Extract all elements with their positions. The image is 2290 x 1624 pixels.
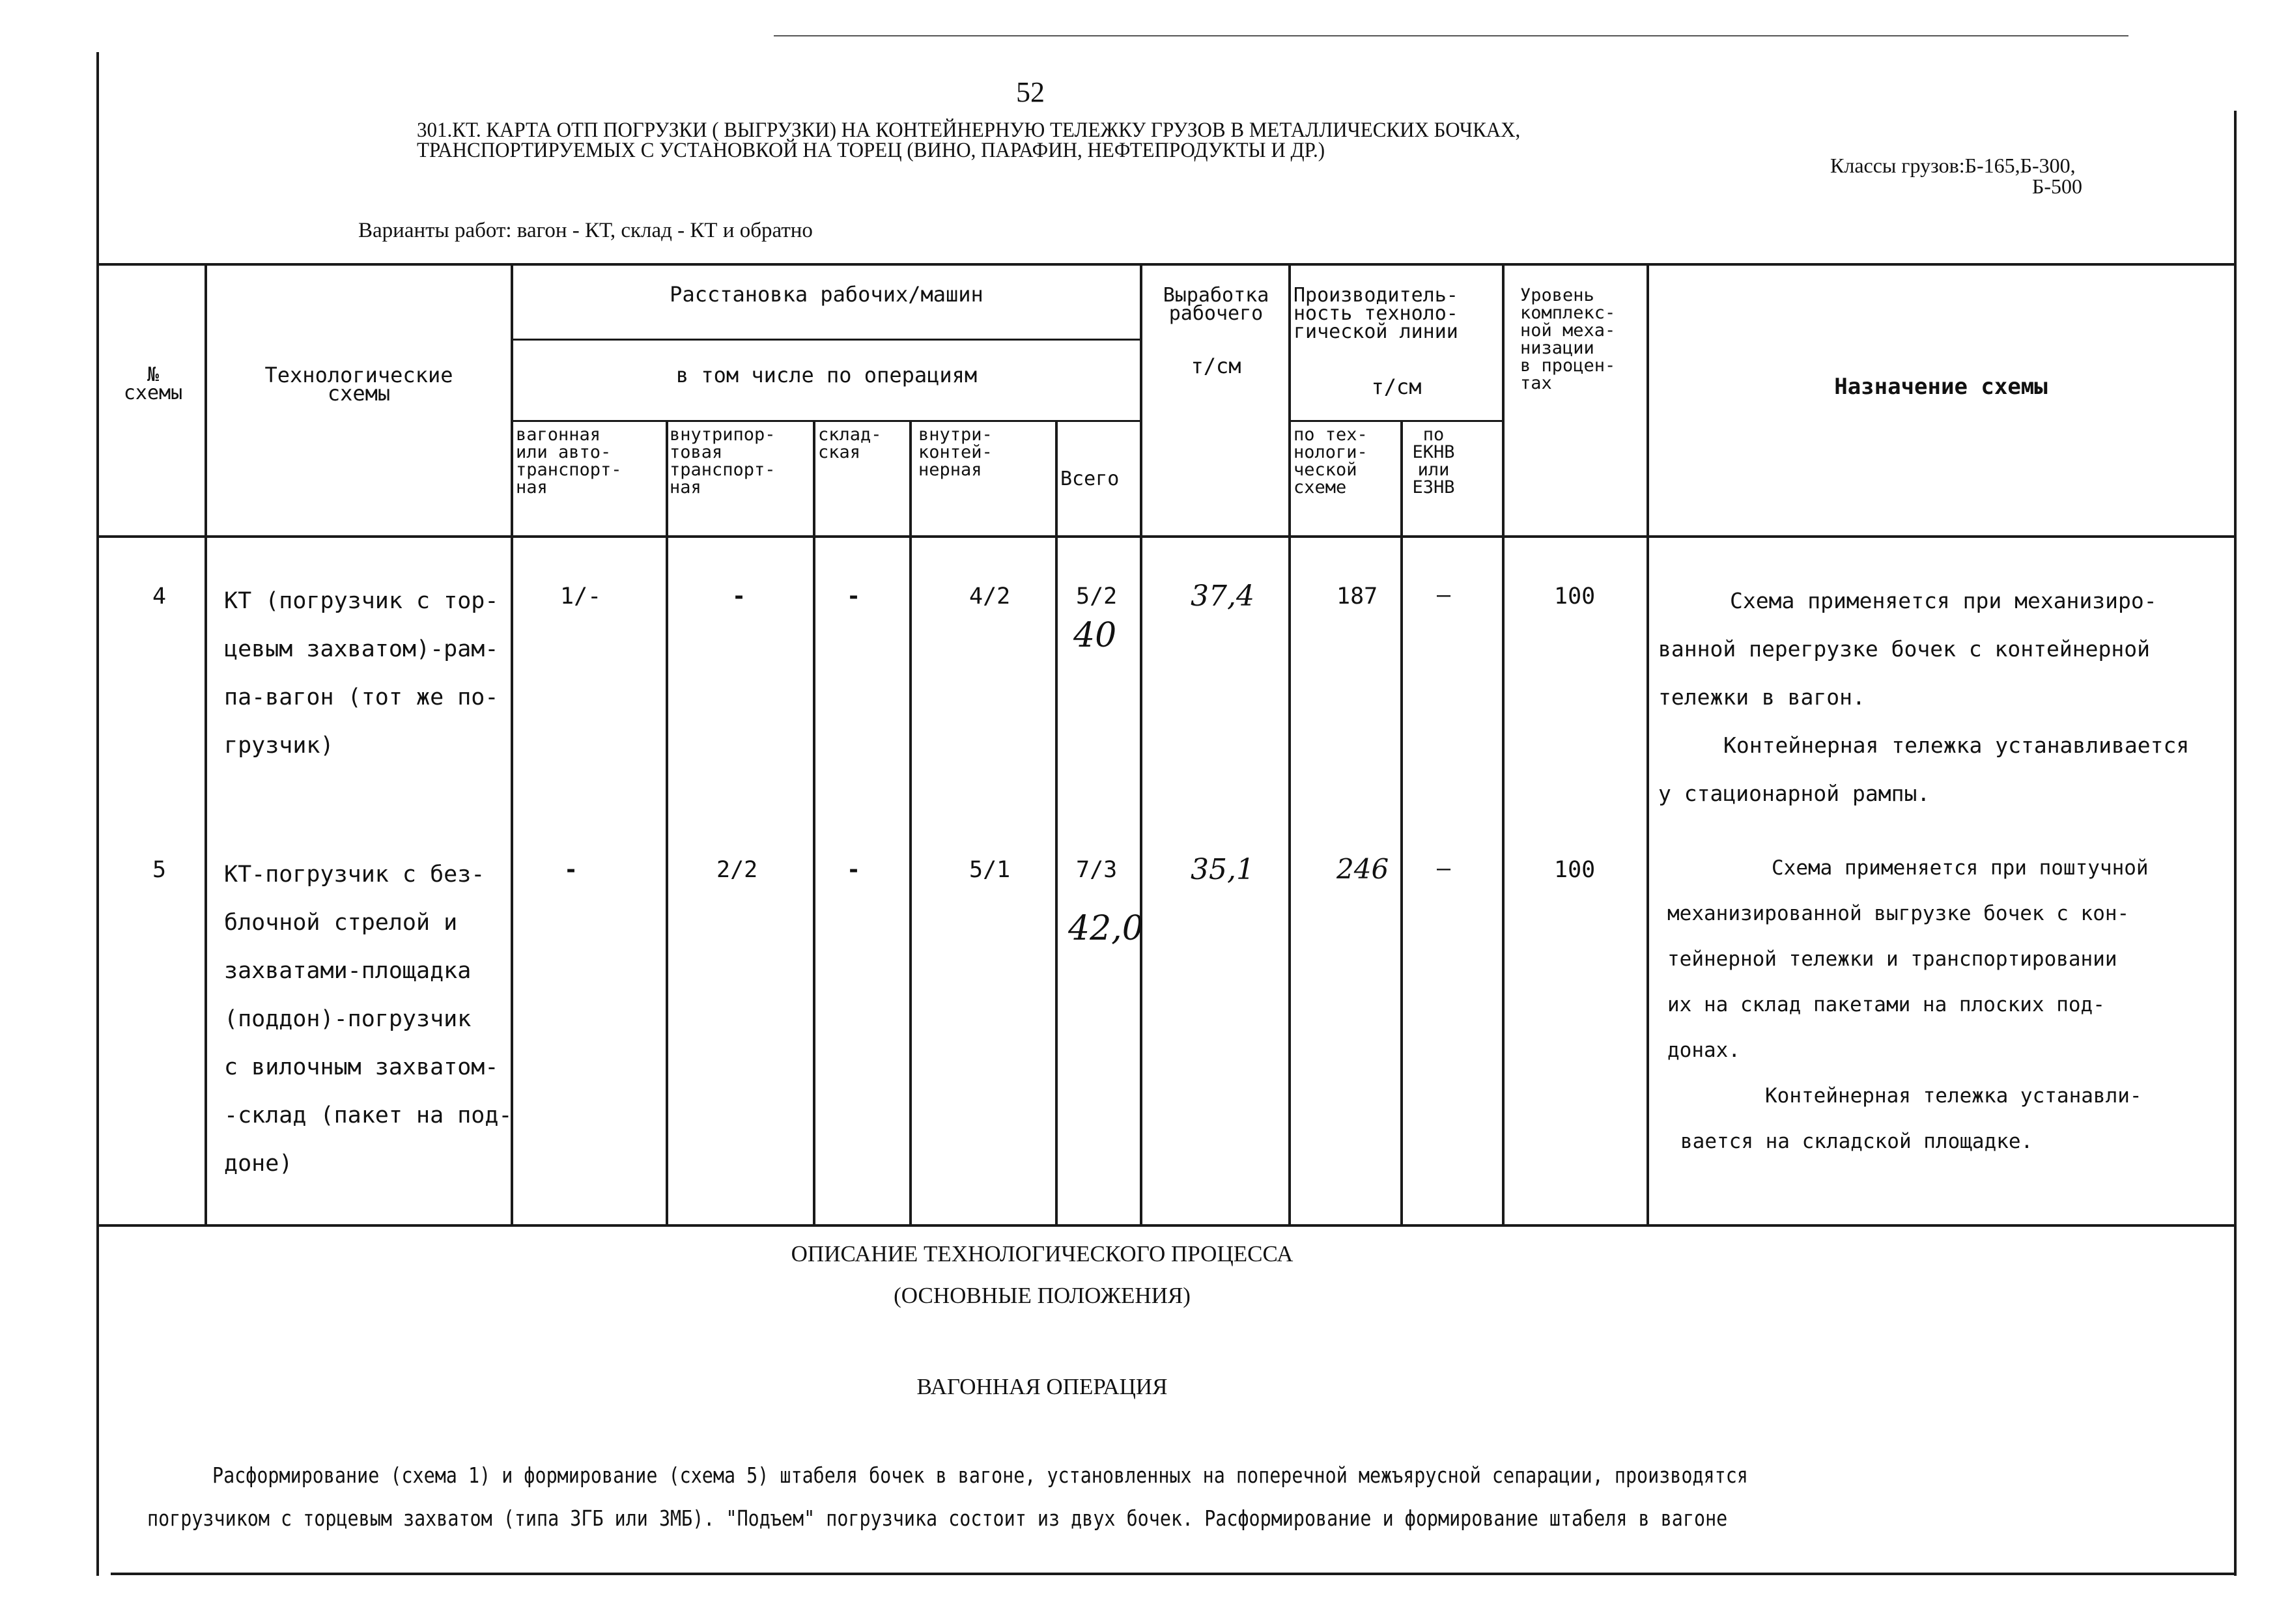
col-line-11	[1647, 263, 1649, 1225]
header-intracontainer-op: внутри- контей- нерная	[918, 425, 993, 480]
col-line-10	[1502, 263, 1505, 1225]
row5-no: 5	[152, 857, 167, 883]
header-output-unit: т/см	[1191, 354, 1241, 378]
col-line-3	[666, 420, 668, 1225]
page-left-border	[96, 52, 99, 1576]
row4-intraport: -	[732, 583, 746, 609]
productivity-sub-line	[1290, 420, 1502, 422]
operations-sub-line	[511, 420, 1140, 422]
row4-no: 4	[152, 583, 167, 609]
header-by-tech-scheme: по тех- нологи- ческой схеме	[1293, 425, 1368, 497]
header-by-operations: в том числе по операциям	[675, 363, 978, 387]
row4-wagon: 1/-	[560, 583, 602, 609]
row5-wagon: -	[564, 857, 578, 883]
row4-output: 37,4	[1191, 580, 1254, 613]
header-productivity-unit: т/см	[1371, 374, 1422, 399]
header-mechanization: Уровень комплекс- ной меха- низации в процен- тах	[1520, 285, 1616, 393]
header-total: Всего	[1060, 468, 1120, 490]
row5-purpose: Схема применяется при поштучной механизированной выгрузке бочек с кон- тейнерной тележки и транспортировании их на склад пакетами на плоских под- донах. Контейнерная тележка устанавли- вается на складской площадке.	[1667, 856, 2149, 1153]
header-purpose: Назначение схемы	[1834, 374, 2048, 400]
header-scheme-no: № схемы	[123, 363, 183, 404]
cargo-classes: Классы грузов:Б-165,Б-300,	[1830, 154, 2076, 177]
table-top-line	[98, 263, 2235, 266]
row5-scheme: КТ-погрузчик с без- блочной стрелой и захватами-площадка (поддон)-погрузчик с вилочным захватом- -склад (пакет на под- доне)	[224, 861, 513, 1177]
row4-prod-tech: 187	[1336, 583, 1378, 609]
row5-mechanization: 100	[1554, 857, 1596, 883]
col-line-9	[1400, 420, 1403, 1225]
col-line-5	[909, 420, 912, 1225]
col-line-1	[205, 263, 207, 1225]
row4-total-handwritten: 40	[1073, 616, 1117, 655]
page-number: 52	[1016, 76, 1045, 108]
placement-sub-line	[511, 339, 1140, 341]
page-bottom-line	[111, 1573, 2235, 1575]
table-bottom-line	[98, 1224, 2235, 1227]
row5-total-handwritten: 42,0	[1068, 909, 1144, 948]
title-line-2: ТРАНСПОРТИРУЕМЫХ С УСТАНОВКОЙ НА ТОРЕЦ (ВИНО, ПАРАФИН, НЕФТЕПРОДУКТЫ И ДР.)	[417, 139, 1325, 162]
header-tech-schemes: Технологические схемы	[264, 363, 453, 406]
top-scan-line	[774, 35, 2128, 36]
wagon-operation-heading: ВАГОННАЯ ОПЕРАЦИЯ	[916, 1374, 1168, 1399]
col-line-6	[1055, 420, 1058, 1225]
header-intraport-op: внутрипор- товая транспорт- ная	[670, 425, 776, 497]
header-by-norms: по ЕКНВ или ЕЗНВ	[1412, 425, 1455, 497]
row5-warehouse: -	[847, 857, 861, 883]
row5-output: 35,1	[1191, 853, 1254, 886]
header-wagon-op: вагонная или авто- транспорт- ная	[516, 425, 622, 497]
row4-warehouse: -	[847, 583, 861, 609]
work-variants: Варианты работ: вагон - КТ, склад - КТ и обратно	[358, 219, 813, 242]
row5-prod-norm: —	[1437, 856, 1451, 882]
col-line-8	[1288, 263, 1291, 1225]
title-line-1: 301.КТ. КАРТА ОТП ПОГРУЗКИ ( ВЫГРУЗКИ) НА КОНТЕЙНЕРНУЮ ТЕЛЕЖКУ ГРУЗОВ В МЕТАЛЛИЧЕСКИХ БОЧКАХ,	[417, 119, 1521, 142]
header-output: Выработка рабочего	[1163, 284, 1269, 325]
row5-intracontainer: 5/1	[969, 857, 1011, 883]
row4-intracontainer: 4/2	[969, 583, 1011, 609]
row4-scheme: КТ (погрузчик с тор- цевым захватом)-рам- па-вагон (тот же по- грузчик)	[224, 588, 499, 759]
row5-prod-tech: 246	[1336, 853, 1389, 885]
description-paragraph-line-2: погрузчиком с торцевым захватом (типа ЗГБ или ЗМБ). "Подъем" погрузчика состоит из двух бочек. Расформирование и формирование штабеля в вагоне	[147, 1505, 1728, 1531]
cargo-classes-line2: Б-500	[2032, 175, 2083, 198]
header-warehouse-op: склад- ская	[818, 425, 882, 462]
col-line-4	[813, 420, 815, 1225]
col-line-7	[1140, 263, 1142, 1225]
header-bottom-line	[98, 535, 2235, 538]
description-heading: ОПИСАНИЕ ТЕХНОЛОГИЧЕСКОГО ПРОЦЕССА	[791, 1241, 1293, 1267]
row4-mechanization: 100	[1554, 583, 1596, 609]
row5-total: 7/3	[1076, 857, 1118, 883]
row4-prod-norm: —	[1437, 582, 1451, 608]
row4-purpose: Схема применяется при механизиро- ванной перегрузке бочек с контейнерной тележки в вагон. Контейнерная тележка устанавливается у стационарной рампы.	[1658, 588, 2190, 806]
header-placement: Расстановка рабочих/машин	[670, 282, 983, 307]
page-right-border	[2234, 111, 2237, 1576]
description-subheading: (ОСНОВНЫЕ ПОЛОЖЕНИЯ)	[894, 1283, 1191, 1308]
header-productivity: Производитель- ность техноло- гической линии	[1293, 284, 1458, 343]
description-paragraph-line-1: Расформирование (схема 1) и формирование (схема 5) штабеля бочек в вагоне, установленных на поперечной межъярусной сепарации, производятся	[212, 1463, 1748, 1488]
row4-total: 5/2	[1076, 583, 1118, 609]
row5-intraport: 2/2	[716, 857, 758, 883]
